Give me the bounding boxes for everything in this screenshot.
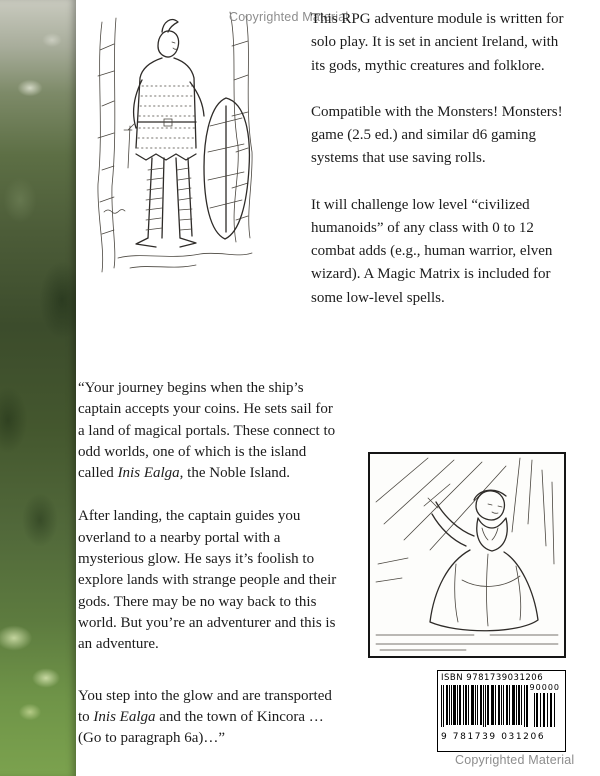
story-paragraph-1 xyxy=(78,378,340,484)
story-segment: and the town of Kincora … (Go to paragraph 6a)…” xyxy=(78,708,324,747)
isbn-number-top: ISBN 9781739031206 xyxy=(441,673,544,683)
story-segment-italic: Inis Ealga xyxy=(117,465,180,482)
warrior-line-art xyxy=(78,6,268,338)
story-segment-italic: Inis Ealga xyxy=(93,708,156,725)
copyright-watermark-top: Copyrighted Material xyxy=(229,10,349,24)
captain-illustration xyxy=(368,452,566,658)
intro-paragraph-1: This RPG adventure module is written for solo play. It is set in ancient Ireland, with its gods, mythic creatures and folklore. xyxy=(311,11,564,74)
story-paragraph-3 xyxy=(78,686,340,750)
intro-text-column xyxy=(311,8,567,333)
warrior-illustration xyxy=(78,6,268,338)
story-paragraph-2 xyxy=(78,506,340,655)
story-segment: You step into the glow and are transported to xyxy=(78,687,332,725)
isbn-barcode-block xyxy=(437,670,566,752)
intro-paragraph-2: Compatible with the Monsters! Monsters! game (2.5 ed.) and similar d6 gaming systems that use saving rolls. xyxy=(311,103,563,167)
intro-paragraph-3: It will challenge low level “civilized humanoids” of any class with 0 to 12 combat adds (e.g., human warrior, elven wizard). A Magic Matrix is included for some low-level spells. xyxy=(311,196,553,306)
captain-line-art xyxy=(370,454,564,656)
isbn-number-bottom: 9 781739 031206 xyxy=(441,732,546,742)
background-photo-strip xyxy=(0,0,76,776)
story-text-column xyxy=(78,378,340,771)
barcode-bars-area xyxy=(441,685,562,731)
barcode-price-code: 90000 xyxy=(529,683,560,692)
story-segment: “Your journey begins when the ship’s captain accepts your coins. He sets sail for a land of magical portals. These connect to odd worlds, one of which is the island called xyxy=(78,380,336,482)
story-segment: , the Noble Island. xyxy=(179,465,291,482)
story-segment: After landing, the captain guides you overland to a nearby portal with a mysterious glow. He says it’s foolish to explore lands with strange people and their gods. There may be no way back to this world. But you’re an adventurer and this is an adventure. xyxy=(78,508,337,653)
copyright-watermark-bottom: Copyrighted Material xyxy=(455,753,575,767)
